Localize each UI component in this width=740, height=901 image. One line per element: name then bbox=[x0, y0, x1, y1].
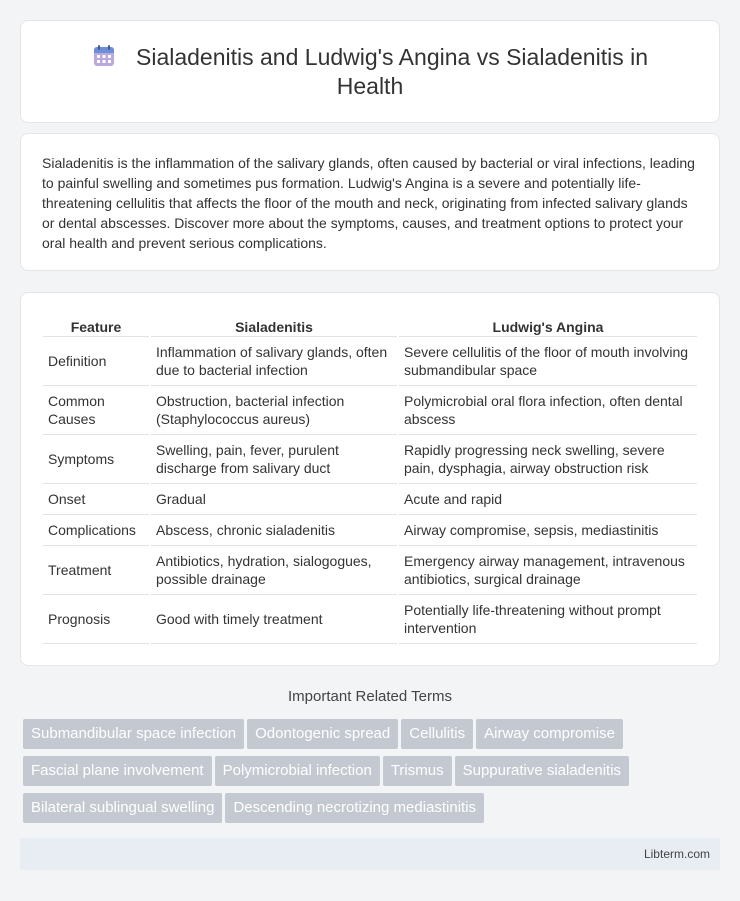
term-tag[interactable]: Odontogenic spread bbox=[247, 719, 398, 749]
intro-paragraph: Sialadenitis is the inflammation of the salivary glands, often caused by bacterial or viral infections, leading to painful swelling and sometimes pus formation. Ludwig's Angina is a severe and potentially life-threatening cellulitis that affects the floor of the mouth and neck, originating from infected salivary glands or dental abscesses. Discover more about the symptoms, causes, and treatment options to protect your oral health and prevent serious complications. bbox=[42, 155, 695, 251]
table-row bbox=[43, 515, 697, 546]
term-tag[interactable]: Descending necrotizing mediastinitis bbox=[225, 793, 484, 823]
table-header-row bbox=[43, 315, 697, 337]
cell-ludwigs-angina: Acute and rapid bbox=[399, 484, 697, 515]
table-row bbox=[43, 386, 697, 435]
header-feature: Feature bbox=[43, 315, 149, 337]
table-row bbox=[43, 484, 697, 515]
term-tag[interactable]: Suppurative sialadenitis bbox=[455, 756, 629, 786]
table-row bbox=[43, 337, 697, 386]
footer-brand-link[interactable]: Libterm.com bbox=[643, 847, 710, 861]
cell-ludwigs-angina: Airway compromise, sepsis, mediastinitis bbox=[399, 515, 697, 546]
cell-sialadenitis: Swelling, pain, fever, purulent discharge from salivary duct bbox=[151, 435, 397, 484]
term-tag[interactable]: Cellulitis bbox=[401, 719, 473, 749]
cell-feature: Onset bbox=[43, 484, 149, 515]
cell-feature: Common Causes bbox=[43, 386, 149, 435]
related-terms-heading: Important Related Terms bbox=[288, 688, 452, 705]
intro-card bbox=[20, 133, 720, 271]
term-tag[interactable]: Airway compromise bbox=[476, 719, 623, 749]
cell-ludwigs-angina: Polymicrobial oral flora infection, often dental abscess bbox=[399, 386, 697, 435]
term-tag[interactable]: Submandibular space infection bbox=[23, 719, 244, 749]
cell-ludwigs-angina: Emergency airway management, intravenous antibiotics, surgical drainage bbox=[399, 546, 697, 595]
term-tag[interactable]: Bilateral sublingual swelling bbox=[23, 793, 222, 823]
header-ludwigs-angina: Ludwig's Angina bbox=[399, 315, 697, 337]
cell-feature: Definition bbox=[43, 337, 149, 386]
cell-sialadenitis: Gradual bbox=[151, 484, 397, 515]
table-row bbox=[43, 546, 697, 595]
related-terms-list bbox=[23, 719, 703, 830]
cell-ludwigs-angina: Severe cellulitis of the floor of mouth involving submandibular space bbox=[399, 337, 697, 386]
cell-feature: Treatment bbox=[43, 546, 149, 595]
page-title-wrap bbox=[21, 43, 719, 101]
term-tag[interactable]: Fascial plane involvement bbox=[23, 756, 212, 786]
title-card bbox=[20, 20, 720, 123]
cell-sialadenitis: Inflammation of salivary glands, often due to bacterial infection bbox=[151, 337, 397, 386]
cell-sialadenitis: Good with timely treatment bbox=[151, 595, 397, 644]
cell-sialadenitis: Obstruction, bacterial infection (Staphylococcus aureus) bbox=[151, 386, 397, 435]
cell-feature: Prognosis bbox=[43, 595, 149, 644]
cell-ludwigs-angina: Rapidly progressing neck swelling, severe pain, dysphagia, airway obstruction risk bbox=[399, 435, 697, 484]
cell-sialadenitis: Abscess, chronic sialadenitis bbox=[151, 515, 397, 546]
footer bbox=[20, 838, 720, 870]
cell-feature: Complications bbox=[43, 515, 149, 546]
cell-sialadenitis: Antibiotics, hydration, sialogogues, possible drainage bbox=[151, 546, 397, 595]
calendar-icon bbox=[92, 44, 116, 68]
term-tag[interactable]: Trismus bbox=[383, 756, 452, 786]
header-sialadenitis: Sialadenitis bbox=[151, 315, 397, 337]
table-row bbox=[43, 595, 697, 644]
cell-feature: Symptoms bbox=[43, 435, 149, 484]
page-title: Sialadenitis and Ludwig's Angina vs Sialadenitis in Health bbox=[136, 44, 648, 99]
comparison-table bbox=[41, 315, 699, 644]
table-row bbox=[43, 435, 697, 484]
comparison-card bbox=[20, 292, 720, 666]
cell-ludwigs-angina: Potentially life-threatening without prompt intervention bbox=[399, 595, 697, 644]
term-tag[interactable]: Polymicrobial infection bbox=[215, 756, 380, 786]
